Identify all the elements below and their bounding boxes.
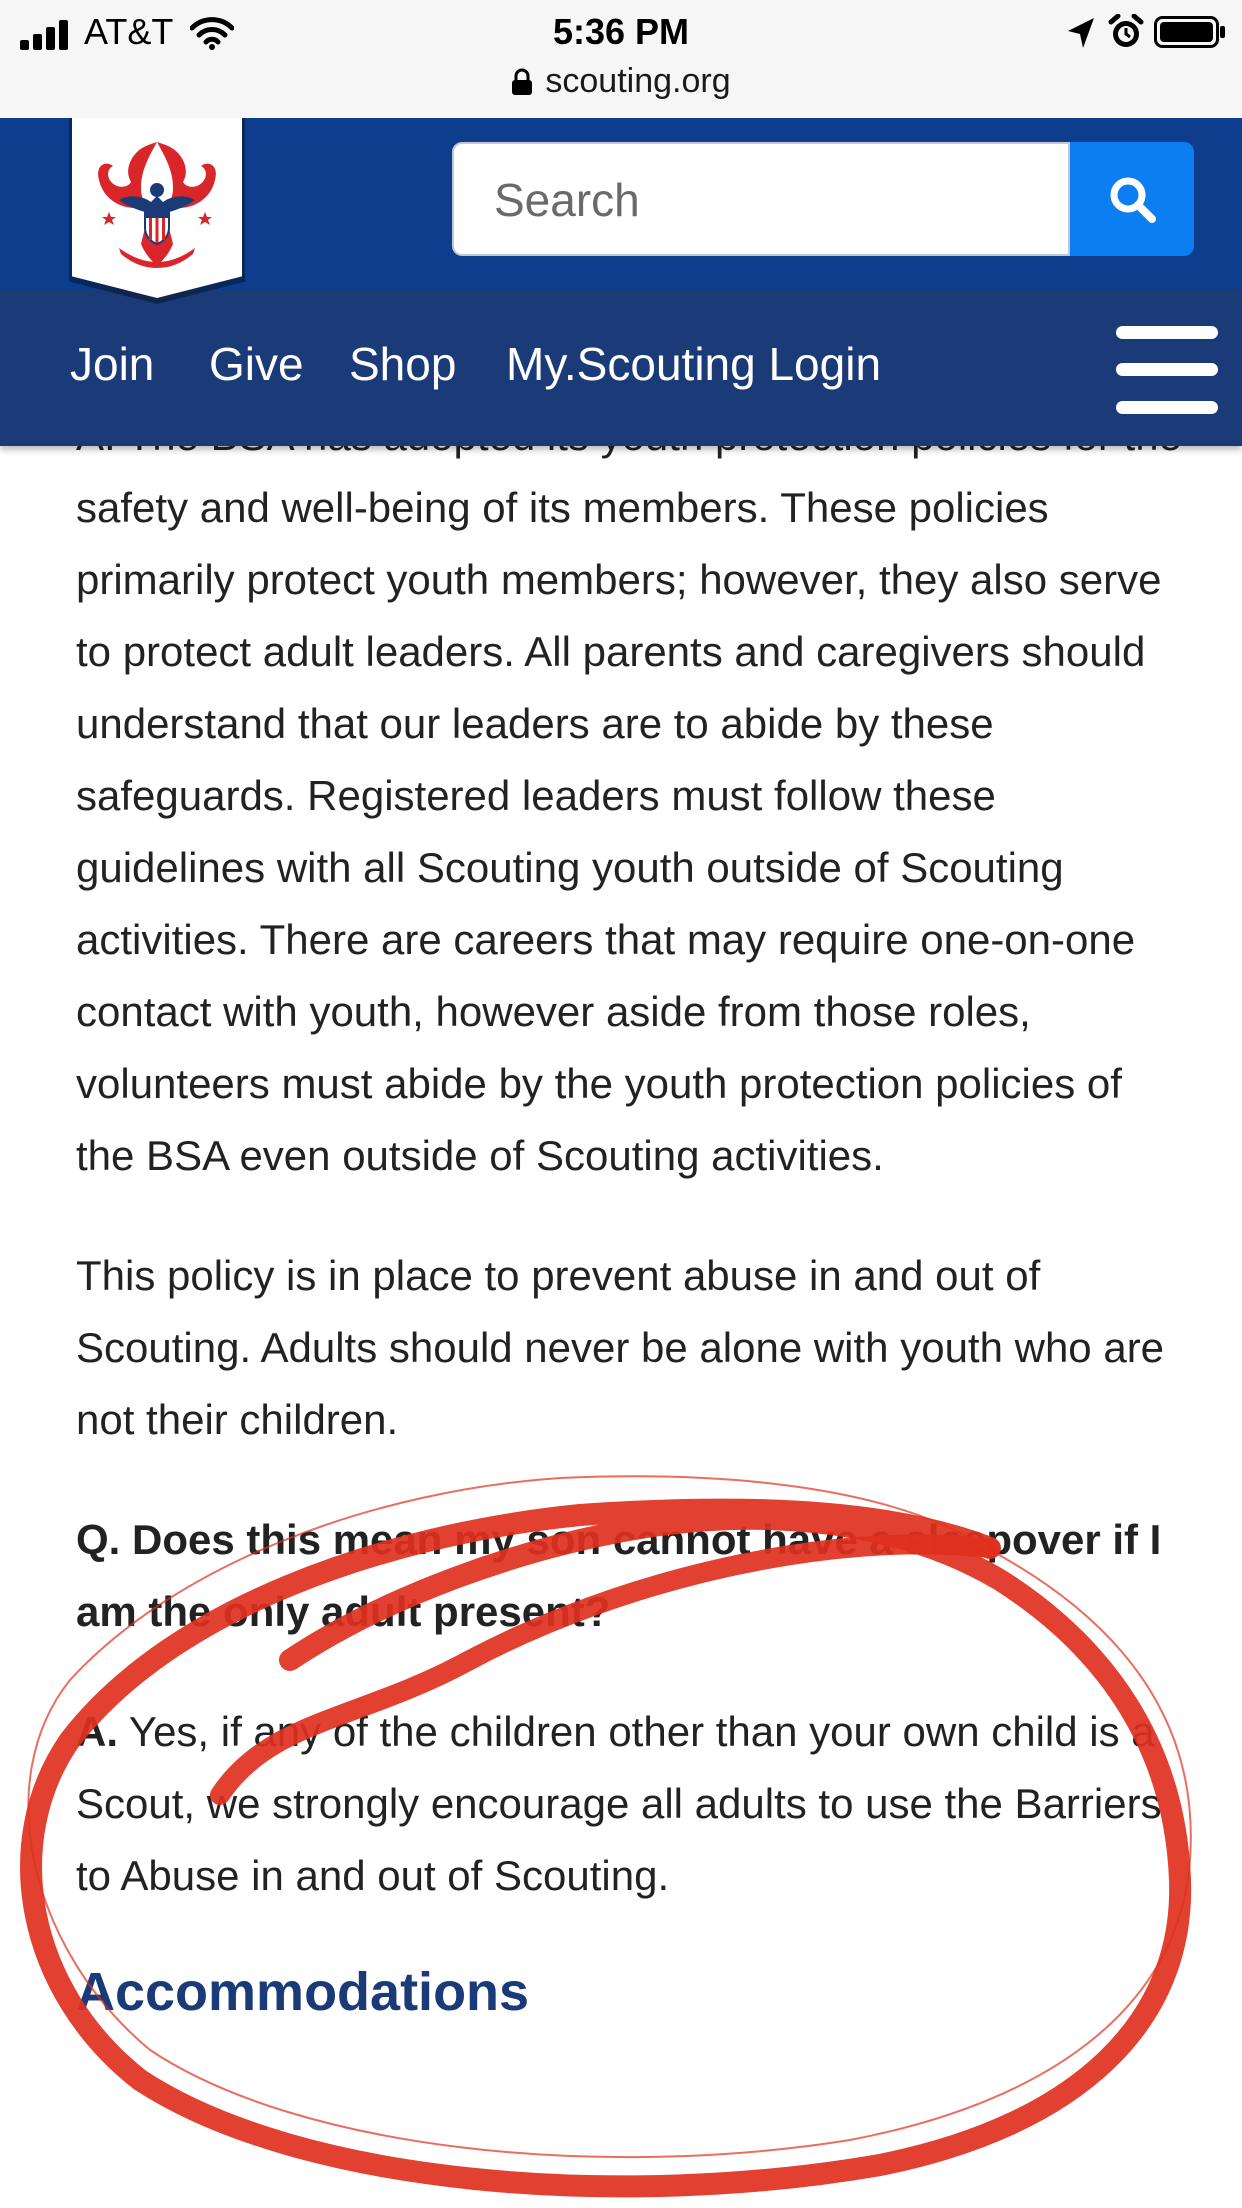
fleur-de-lis-icon <box>89 136 225 274</box>
address-bar[interactable] <box>0 58 1242 104</box>
location-arrow-icon <box>1066 16 1096 50</box>
url-text: scouting.org <box>545 62 731 100</box>
bsa-logo[interactable] <box>72 118 242 298</box>
nav-join-link[interactable]: Join <box>70 338 155 390</box>
faq-answer <box>76 1696 1186 1912</box>
battery-icon <box>1154 16 1226 48</box>
policy-paragraph: This policy is in place to prevent abuse in and out of Scouting. Adults should never be alone with youth who are not their children. <box>76 1252 1165 1443</box>
answer-label: A. <box>76 1708 118 1755</box>
hamburger-menu-icon[interactable] <box>1116 326 1218 414</box>
section-heading-accommodations: Accommodations <box>76 1962 530 2022</box>
site-header <box>0 118 1242 290</box>
status-bar <box>0 0 1242 119</box>
main-nav <box>0 290 1242 446</box>
answer-paragraph-1: safety and well-being of its members. These policies primarily protect youth members; however, they also serve to protect adult leaders. All parents and caregivers should understand that our leaders are to abide by these safeguards. Registered leaders must follow these guidelines with all Scouting youth outside of Scouting activities. There are careers that may require one-on-one contact with youth, however aside from those roles, volunteers must abide by the youth protection policies of the BSA even outside of Scouting activities. <box>76 484 1162 1179</box>
article-body <box>76 400 1186 2032</box>
search-field[interactable] <box>452 142 1070 256</box>
search-button[interactable] <box>1070 142 1194 256</box>
faq-question: Q. Does this mean my son cannot have a sleepover if I am the only adult present? <box>76 1516 1162 1635</box>
nav-shop-link[interactable]: Shop <box>349 338 457 390</box>
status-time: 5:36 PM <box>552 11 690 52</box>
nav-give-link[interactable]: Give <box>209 338 304 390</box>
nav-login-link[interactable]: My.Scouting Login <box>506 338 882 390</box>
search-icon <box>1108 175 1156 223</box>
status-row <box>0 8 1242 56</box>
alarm-clock-icon <box>1108 14 1144 50</box>
search-input[interactable] <box>492 144 1056 256</box>
lock-icon <box>511 68 533 96</box>
carrier-name: AT&T <box>84 11 174 52</box>
answer-text: Yes, if any of the children other than your own child is a Scout, we strongly encourage all adults to use the Barriers to Abuse in and out of Scouting. <box>76 1708 1162 1899</box>
